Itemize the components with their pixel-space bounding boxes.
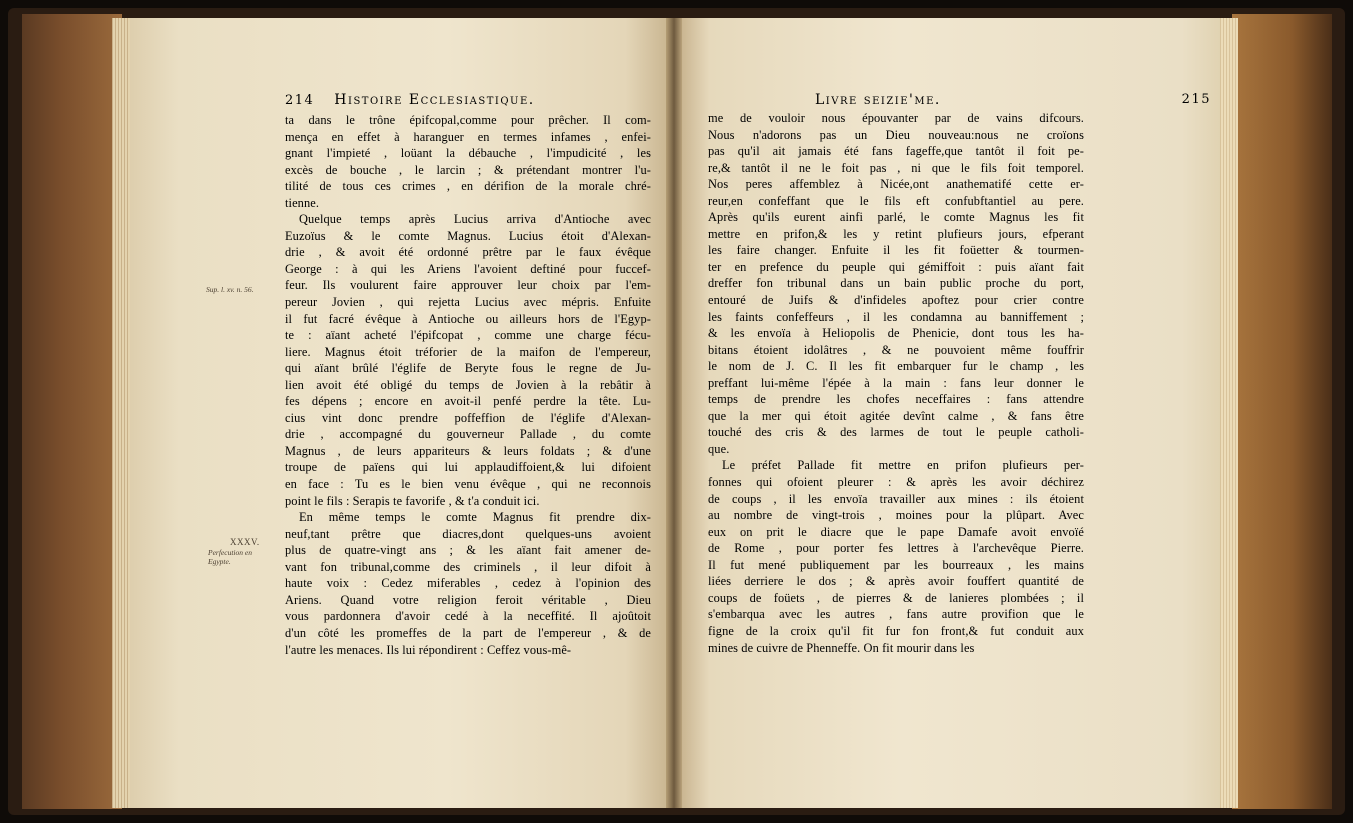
right-text-line: figne de la croix qu'il fit fur fon front,& fut conduit aux	[708, 623, 1084, 638]
left-text-line: En même temps le comte Magnus fit prendre dix-	[299, 510, 651, 525]
left-text-line: Magnus , de leurs appariteurs & leurs foldats ; & d'une	[285, 443, 651, 458]
left-text-line: troupe de païens qui lui applaudiffoient,& lui difoient	[285, 460, 651, 475]
right-text-line: Il fut mené publiquement par les bourreaux , les mains	[708, 557, 1084, 572]
left-text-line: Quelque temps après Lucius arriva d'Antioche avec	[299, 212, 651, 227]
left-text-line: drie , accompagné du gouverneur Pallade , du comte	[285, 427, 651, 442]
right-text-line: liées derriere le dos ; & après avoir fouffert quantité de	[708, 574, 1084, 589]
right-body-text	[708, 110, 1084, 656]
left-text-line: lien avoit été obligé du temps de Jovien à la rebâtir à	[285, 377, 651, 392]
right-text-line: les faints confeffeurs , il les condamna au banniffement ;	[708, 309, 1084, 324]
left-text-block-edge	[112, 18, 130, 808]
left-text-line: qui aïant brûlé l'églife de Beryte fous le regne de Ju-	[285, 361, 651, 376]
right-text-line: reur,en confeffant que le fils eft confubftantiel au pere.	[708, 193, 1084, 208]
right-text-line: pas qu'il ait jamais été fans fageffe,que tantôt il foit pe-	[708, 144, 1084, 159]
book-gutter	[666, 18, 682, 808]
left-text-line: en face : Tu es le bien venu évêque , qui ne reconnois	[285, 477, 651, 492]
right-text-line: de Rome , pour porter fes lettres à l'archevêque Pierre.	[708, 541, 1084, 556]
left-text-line: l'autre les menaces. Ils lui répondirent : Ceffez vous-mê-	[285, 642, 572, 657]
right-text-line: Après qu'ils eurent ainfi parlé, le comte Magnus les fit	[708, 210, 1084, 225]
left-running-title: Histoire Ecclesiastique.	[334, 92, 535, 108]
right-text-line: entouré de Juifs & d'infideles apoftez pour crier contre	[708, 293, 1084, 308]
right-text-line: les faire changer. Enfuite il les fit foüetter & tourmen-	[708, 243, 1084, 258]
right-text-line: bitans étoient idolâtres , & ne pouvoient même fouffrir	[708, 342, 1084, 357]
right-text-line: le nom de J. C. Il les fit embarquer fur le champ , les	[708, 359, 1084, 374]
left-text-line: excès de bouche , le larcin ; & prétendant montrer l'u-	[285, 162, 651, 177]
left-text-line: ta dans le trône épifcopal,comme pour prêcher. Il com-	[285, 113, 651, 127]
right-text-line: mines de cuivre de Phenneffe. On fit mourir dans les	[708, 640, 975, 655]
right-text-line: re,& tantôt il ne le foit pas , ni que le fils foit temporel.	[708, 160, 1084, 175]
left-text-line: il fut facré évêque à Antioche ou ailleurs hors de l'Egyp-	[285, 311, 651, 326]
left-text-line: gnant l'impieté , loüant la débauche , l'impudicité , les	[285, 146, 651, 161]
left-page-edges	[22, 14, 122, 809]
right-page-header	[815, 92, 1211, 108]
left-text-line: vant fon tribunal,comme des criminels , il leur difoit à	[285, 559, 651, 574]
left-text-line: tilité de tous ces crimes , en dérifion de la morale chré-	[285, 179, 651, 194]
left-page-header	[285, 92, 535, 108]
right-text-line: que la mer qui étoit agitée devînt calme , & fans être	[708, 408, 1084, 423]
right-text-line: & les envoïa à Heliopolis de Phenicie, dont tous les ha-	[708, 326, 1084, 341]
right-text-line: Nous n'adorons pas un Dieu nouveau:nous ne croïons	[708, 127, 1084, 142]
left-text-line: haute voix : Cedez miferables , cedez à l'opinion des	[285, 576, 651, 591]
margin-note-section-number: XXXV.	[230, 537, 260, 547]
left-text-line: feur. Ils voulurent faire approuver leur choix par l'em-	[285, 278, 651, 293]
right-text-line: fonnes qui ofoient pleurer : & après les avoir déchirez	[708, 475, 1084, 490]
right-text-line: eux on prit le diacre que le pape Damafe avoit envoïé	[708, 524, 1084, 539]
left-text-line: liere. Magnus étoit tréforier de la maifon de l'empereur,	[285, 344, 651, 359]
left-text-line: Euzoïus & le comte Magnus. Lucius étoit d'Alexan-	[285, 228, 651, 243]
right-text-block-edge	[1220, 18, 1238, 808]
right-text-line: que.	[708, 441, 730, 456]
left-text-line: Ariens. Quand votre religion feroit véritable , Dieu	[285, 592, 651, 607]
right-text-line: dreffer fon tribunal dans un bain public proche du port,	[708, 276, 1084, 291]
right-running-title: Livre seizie'me.	[815, 92, 941, 108]
right-page-edges	[1232, 14, 1332, 809]
margin-note-section-title: Perfecution en	[208, 548, 252, 557]
left-text-line: George : à qui les Ariens l'avoient deftiné pour fuccef-	[285, 261, 651, 276]
left-text-line: tienne.	[285, 195, 320, 210]
right-text-line: mettre en prifon,& les y retint plufieurs jours, efperant	[708, 226, 1084, 241]
right-text-line: temps de prendre les chofes neceffaires : fans attendre	[708, 392, 1084, 407]
left-text-line: point le fils : Serapis te favorife , & t'a conduit ici.	[285, 493, 540, 508]
margin-note-section-title-2: Egypte.	[208, 557, 231, 566]
margin-note-reference: Sup. l. xv. n. 56.	[206, 285, 254, 294]
right-folio: 215	[1181, 92, 1211, 107]
right-text-line: Le préfet Pallade fit mettre en prifon plufieurs per-	[722, 458, 1084, 473]
right-text-line: coups de foüets , de pierres & de lanieres plombées ; il	[708, 590, 1084, 605]
right-text-line: au nombre de vingt-trois , moines pour la plûpart. Avec	[708, 508, 1084, 523]
left-text-line: fes dépens ; encore en avoit-il penfé perdre la tête. Lu-	[285, 394, 651, 409]
right-text-line: de coups , il les envoïa travailler aux mines : ils étoient	[708, 491, 1084, 506]
left-text-line: plus de quatre-vingt ans ; & les aïant fait amener de-	[285, 543, 651, 558]
left-text-line: drie , & avoit été ordonné prêtre par le faux évêque	[285, 245, 651, 260]
right-text-line: touché des cris & des larmes de tout le peuple catholi-	[708, 425, 1084, 440]
right-text-line: me de vouloir nous épouvanter par de vains difcours.	[708, 111, 1084, 125]
left-text-line: te : aïant acheté l'épifcopat , comme une charge fécu-	[285, 328, 651, 343]
left-text-line: cius vint donc prendre poffeffion de l'églife d'Alexan-	[285, 410, 651, 425]
right-text-line: ter en prefence du peuple qui gémiffoit : puis aïant fait	[708, 259, 1084, 274]
left-text-line: d'un côté les promeffes de la part de l'empereur , & de	[285, 625, 651, 640]
left-text-line: mença en effet à haranguer en termes infames , enfei-	[285, 129, 651, 144]
left-text-line: pereur Jovien , qui rejetta Lucius avec mépris. Enfuite	[285, 295, 651, 310]
left-body-text	[285, 112, 651, 658]
left-text-line: vous pardonnera d'avoir cedé à la neceffité. Il ajoûtoit	[285, 609, 651, 624]
left-text-line: neuf,tant prêtre que diacres,dont quelques-uns avoient	[285, 526, 651, 541]
right-text-line: Nos peres affemblez à Nicée,ont anathematifé cette er-	[708, 177, 1084, 192]
right-text-line: s'embarqua avec les autres , fans autre provifion que le	[708, 607, 1084, 622]
right-text-line: preffant lui-même l'épée à la main : fans leur donner le	[708, 375, 1084, 390]
left-folio: 214	[285, 93, 315, 108]
